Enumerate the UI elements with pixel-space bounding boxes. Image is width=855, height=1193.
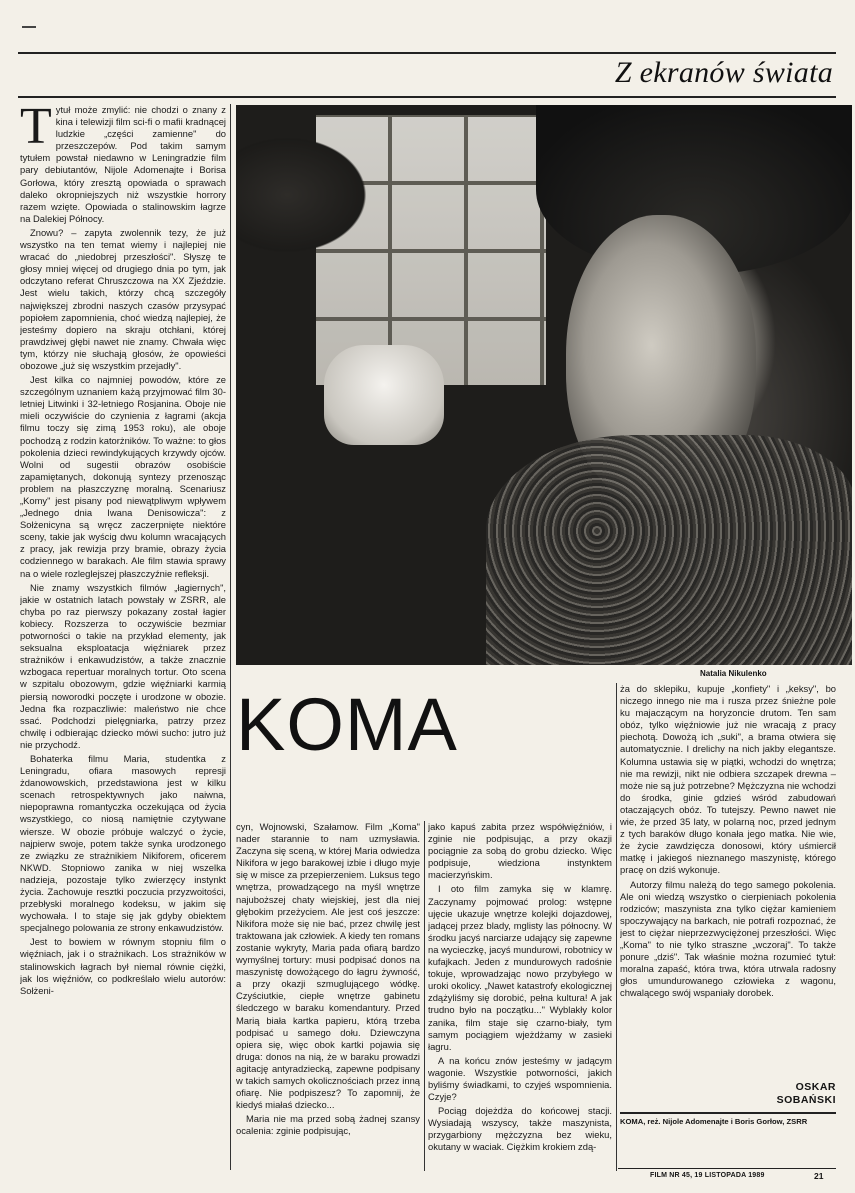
photo-lamp: [236, 105, 406, 255]
page-number: 21: [814, 1171, 824, 1181]
column-divider: [230, 104, 231, 1170]
top-rule: [18, 52, 836, 54]
paragraph: ża do sklepiku, kupuje „konfiety" i „keksy", bo niczego innego nie ma i rusza przez śnieżne pole ku majaczącym na horyzoncie drutom. Ten sam obóz, tylko więźniowie już nie wracają z pracy piechotą. Dowożą ich „suki", a brama otwiera się automatycznie. I drelichy na nich jakby elegantsze. Kolumna ustawia się w piątki, wchodzi do wnętrza; nie ma rewizji, nikt nie odbiera szczapek drewna – może nie są już potrzebne? Mężczyzna nie wchodzi do środka, ginie gdzieś wśród zabudowań otaczających obóz. To tutejszy. Pewno nawet nie wie, że przed 35 laty, w polarną noc, przed jednym z tych baraków długo konała jego matka. Nie wie, że życie zawdzięcza donosowi, który uśmiercił matkę i jakiegoś nieznanego maszynistę, którego pracę on dziś wykonuje.: [620, 683, 836, 876]
paragraph: Znowu? – zapyta zwolennik tezy, że już wszystko na ten temat wiemy i najlepiej nie wracać do „niedobrej przeszłości". Słyszę te głosy mniej więcej od drugiego dnia po tym, jak odczytano referat Chruszczowa na XX Zjeździe. Jest wielu takich, którzy chcą szczegóły największej zbrodni naszych czasów przysypać popiołem zapomnienia, choć wiedzą najlepiej, że jesteśmy dopiero na skraju otchłani, której prawdziwej głębi nawet nie znamy. Chwała więc tym, którzy nie słuchają głosów, że opowieści obozowe „już się wszystkim przejadły".: [20, 226, 226, 371]
paragraph-intro: Tytuł może zmylić: nie chodzi o znany z kina i telewizji film sci-fi o mafii kradnącej ludzkie „części zamienne" do przeszczepów. Pod takim samym tytułem powstał niedawno w Leningradzie film pary debiutantów, Nijole Adomenajte i Borisa Gorłowa, który zresztą opowiada o sprawach daleko okropniejszych niż wszystkie horrory razem wzięte. Opowiada o stalinowskim łagrze na Dalekiej Północy.: [20, 104, 226, 224]
photo-pot: [324, 345, 444, 445]
issue-footer: FILM NR 45, 19 LISTOPADA 1989: [650, 1172, 765, 1179]
corner-mark: [22, 26, 36, 28]
drop-cap: T: [20, 104, 52, 155]
paragraph: Bohaterka filmu Maria, studentka z Leningradu, ofiara masowych represji żdanowowskich, przedstawiona jest w kilku scenach retrospektywnych jako naiwna, niepoprawna romantyczka oczekująca od życia wszystkiego, co niosą namiętnie czytywane wiersze. W obozie próbuje walczyć o życie, najpierw swoje, potem także synka urodzonego ze związku ze strażnikiem Nikiforem, oficerem NKWD. Stopniowo zanika w niej wszelka nadzieja, pozostaje tylko zwierzęcy instynkt życia. Zachowuje resztki poczucia przyzwoitości, przebłyski moralnego kodeksu, w jakim się wychowała. I to staje się jak gdyby obiektem specjalnego polowania ze strony enkawudzistów.: [20, 752, 226, 934]
photo-scarf: [486, 435, 852, 665]
footer-rule: [618, 1168, 836, 1169]
column-divider: [424, 821, 425, 1171]
paragraph: cyn, Wojnowski, Szałamow. Film „Koma" nader starannie to nam uzmysławia. Zaczyna się sceną, w której Maria odwiedza Nikifora w jego barakowej izbie i długo myje się w misce za przepierzeniem. Luksus tego wnętrza, prowadzącego na myśl wnętrze najuboższej chaty wiejskiej, jest dla niej głębokim przeżyciem. Ale jest coś jeszcze: Nikifora może się nie bać, przez chwilę jest traktowana jak człowiek. A kiedy ten romans zostanie wykryty, Maria pada ofiarą bardzo wymyślnej tortury: musi podpisać donos na maszynistę dowożącego do łagru żywność, a przy okazji szmuglującego wódkę. Czyściutkie, ciepłe wnętrze gabinetu śledczego w baraku komendantury. Przed Marią biała kartka papieru, którą trzeba podpisać u samego dołu. Dziewczyna opiera się, więc obok kartki pojawia się druga: donos na nią, że w baraku prowadzi agitację antyradziecką, zapewne podpisany w takich samych okolicznościach przez inną ofiarę. Nie podpiszesz? To zapomnij, że kiedyś miałaś dziecko...: [236, 821, 420, 1111]
section-rule: [18, 96, 836, 98]
paragraph: A na końcu znów jesteśmy w jadącym wagonie. Wszystkie potworności, jakich byliśmy świadkami, to czyjeś wspomnienia. Czyje?: [428, 1054, 612, 1103]
section-title: Z ekranów świata: [614, 56, 833, 89]
author-last-name: SOBAŃSKI: [776, 1094, 836, 1106]
paragraph: Jest kilka co najmniej powodów, które ze szczególnym uznaniem każą przyjmować film 30-letniej Litwinki i 32-letniego Rosjanina. Oboje nie mieli oczywiście do czynienia z łagrami (akcja filmu toczy się zimą 1953 roku), ale oboje pochodzą z rodzin katorżników. To ważne: to głos pokolenia dzieci rewindykujących krzywdy ojców. Wolni od sugestii obrazów osobiście zapamiętanych, dokonują syntezy przenosząc problem na płaszczyznę moralną. Scenariusz „Komy" jest pisany pod niewątpliwym wpływem „Jednego dnia Iwana Denisowicza": z Sołżenicyna są wręcz zaczerpnięte niektóre sceny, takie jak wyścig dwu kolumn wracających z pracy, jak rewizja przy bramie, obrazy życia codziennego w barakach. Ale film stawia sprawy na o wiele rozleglejszej płaszczyźnie refleksji.: [20, 374, 226, 579]
article-column-3: [428, 821, 612, 1171]
film-caption: KOMA, reż. Nijole Adomenajte i Boris Gorłow, ZSRR: [620, 1117, 808, 1126]
paragraph: jako kapuś zabita przez współwięźniów, i zginie nie podpisując, a przy okazji pociągnie za sobą do grobu dziecko. Więc podpisuje, wiedziona instynktem macierzyńskim.: [428, 821, 612, 881]
paragraph: Jest to bowiem w równym stopniu film o więźniach, jak i o strażnikach. Los strażników w stalinowskich łagrach był niemal równie ciężki, jak los więźniów, co podkreślało wielu autorów: Sołżeni-: [20, 936, 226, 996]
caption-rule: [620, 1112, 836, 1114]
paragraph: Pociąg dojeżdża do końcowej stacji. Wysiadają wszyscy, także maszynista, przygarbiony mężczyzna bez wieku, okutany w waciak. Ciężkim krokiem zdą-: [428, 1105, 612, 1153]
author-first-name: OSKAR: [795, 1081, 836, 1093]
article-column-1: [20, 104, 226, 1170]
article-headline: KOMA: [236, 683, 458, 766]
article-column-2: [236, 821, 420, 1171]
paragraph: Autorzy filmu należą do tego samego pokolenia. Ale oni wiedzą wszystko o cierpieniach pokolenia rodziców; maszynista zna tylko ciężar kamieniem spoczywający na barkach, nie potrafi rozpoznać, że jest to ciężar nieprzezwyciężonej przeszłości. Więc „Koma" to nie tylko straszne „wczoraj". To także ponure „dziś". Tak właśnie można rozumieć tytuł: moralna zapaść, która trwa, która utrwala radosny głos umundurowanego człowieka z wagonu, chwalącego swój wspaniały dorobek.: [620, 878, 836, 999]
photo-credit: Natalia Nikulenko: [700, 669, 767, 678]
film-still-photo: [236, 105, 852, 665]
article-column-4: [620, 683, 836, 1079]
paragraph: Maria nie ma przed sobą żadnej szansy ocalenia: zginie podpisując,: [236, 1113, 420, 1137]
paragraph: Nie znamy wszystkich filmów „łagiernych", jakie w ostatnich latach powstały w ZSRR, ale chyba po raz pierwszy pokazany został łagier kobiecy. Rozszerza to oczywiście bezmiar potworności o takie na przykład elementy, jak seksualna eksploatacja więźniarek przez strażników i enkawudzistów, a także znacznie wzbogaca repertuar moralnych tortur. Oto scena w szpitalu obozowym, gdzie więźniarki karmią piersią noworodki poczęte i urodzone w obozie. Jedna fka rozpaczliwie: maleństwo nie chce ssać. Podchodzi pielęgniarka, patrzy przez chwilę i odbierając dziecko mówi sucho: jutro już nie przychodź.: [20, 581, 226, 750]
author-byline: [720, 1081, 836, 1107]
paragraph: I oto film zamyka się w klamrę. Zaczynamy pojmować prolog: wstępne ujęcie ukazuje wnętrze kolejki dojazdowej, jadącej przez blady, mglisty las północny. W środku jacyś narciarze udający się zapewne na wycieczkę, jacyś mundurowi, robotnicy w kufajkach. Jeden z mundurowych radośnie tokuje, wprowadzając nowo przybyłego w uroki okolicy. „Nawet katastrofy ekologicznej zdążyliśmy się dorobić, pełna kultura! A jak trudno było na początku..." Wyblakły kolor zanika, film staje się czarno-biały, tym samym pociągiem wjeżdżamy w zasieki łagru.: [428, 883, 612, 1052]
column-divider: [616, 683, 617, 1171]
